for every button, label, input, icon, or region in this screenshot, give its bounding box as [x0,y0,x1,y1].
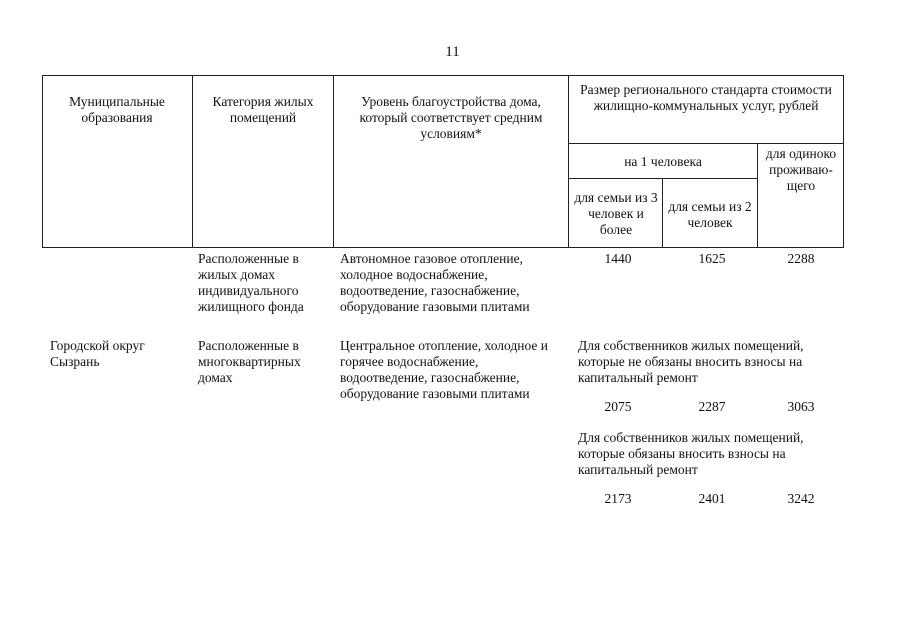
header-municipality: Муниципальные образования [69,94,165,125]
row2-category: Расположенные в многоквартирных домах [198,338,301,385]
header-category: Категория жилых помещений [212,94,314,125]
header-standard-size: Размер регионального стандарта стоимости жилищно-коммунальных услуг, рублей [580,82,832,113]
row1-value-single: 2288 [787,251,815,266]
row2-n1-value-single: 3063 [787,399,815,414]
page-number: 11 [445,44,460,60]
header-level: Уровень благоустройства дома, который соответствует средним условиям* [359,94,543,141]
row2-note-no-contribution: Для собственников жилых помещений, которые не обязаны вносить взносы на капитальный ремонт [578,338,804,385]
row1-level: Автономное газовое отопление, холодное водоснабжение, водоотведение, газоснабжение, оборудование газовыми плитами [340,251,530,314]
row2-municipality: Городской округ Сызрань [50,338,145,369]
row2-n1-value-family2: 2287 [698,399,726,414]
header-family-2: для семьи из 2 человек [668,199,752,230]
row1-value-family3: 1440 [604,251,632,266]
row2-n2-value-family3: 2173 [604,491,632,506]
header-per-person: на 1 человека [624,154,702,169]
row2-n2-value-family2: 2401 [698,491,726,506]
row2-n1-value-family3: 2075 [604,399,632,414]
row2-level: Центральное отопление, холодное и горячее водоснабжение, водоотведение, газоснабжение, оборудование газовыми плитами [340,338,548,401]
row2-n2-value-single: 3242 [787,491,815,506]
row2-note-with-contribution: Для собственников жилых помещений, которые обязаны вносить взносы на капитальный ремонт [578,430,804,477]
header-family-3: для семьи из 3 человек и более [574,190,658,237]
row1-value-family2: 1625 [698,251,726,266]
row1-category: Расположенные в жилых домах индивидуального жилищного фонда [198,251,304,314]
header-single: для одиноко проживаю-щего [765,146,837,193]
table-header [42,75,844,248]
